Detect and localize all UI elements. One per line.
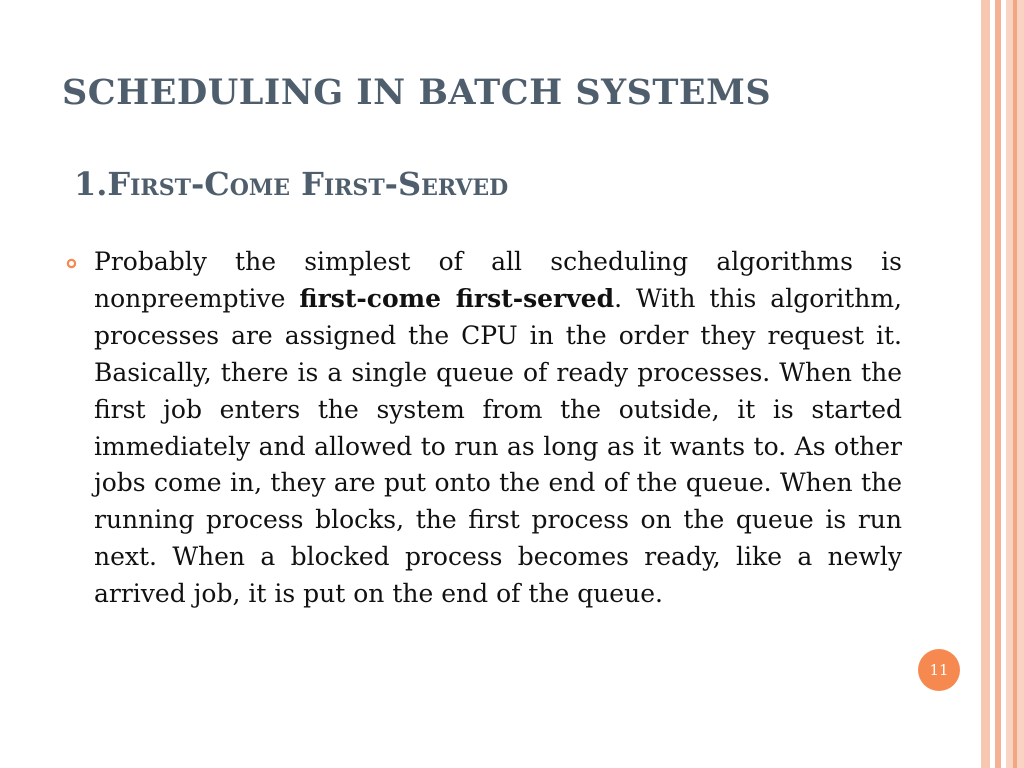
slide-subtitle: 1.First-Come First-Served (74, 165, 509, 203)
decorative-stripe (1013, 0, 1017, 768)
bullet-text-before: Probably the simplest of all scheduling algorithms is nonpreemptive (94, 247, 902, 313)
slide-title: SCHEDULING IN BATCH SYSTEMS (62, 72, 772, 113)
page-number-badge (918, 649, 960, 691)
circle-bullet-icon (66, 258, 77, 269)
page-number: 11 (929, 661, 949, 679)
bullet-paragraph (94, 244, 902, 613)
bullet-text-after: . With this algorithm, processes are assigned the CPU in the order they request it. Basically, there is a single queue of ready processes. When the first job enters the system from the outside, it is started immediately and allowed to run as long as it wants to. As other jobs come in, they are put onto the end of the queue. When the running process blocks, the first process on the queue is run next. When a blocked process becomes ready, like a newly arrived job, it is put on the end of the queue. (94, 283, 902, 609)
bullet-text-bold: first-come first-served (299, 283, 615, 313)
decorative-stripe (981, 0, 990, 768)
